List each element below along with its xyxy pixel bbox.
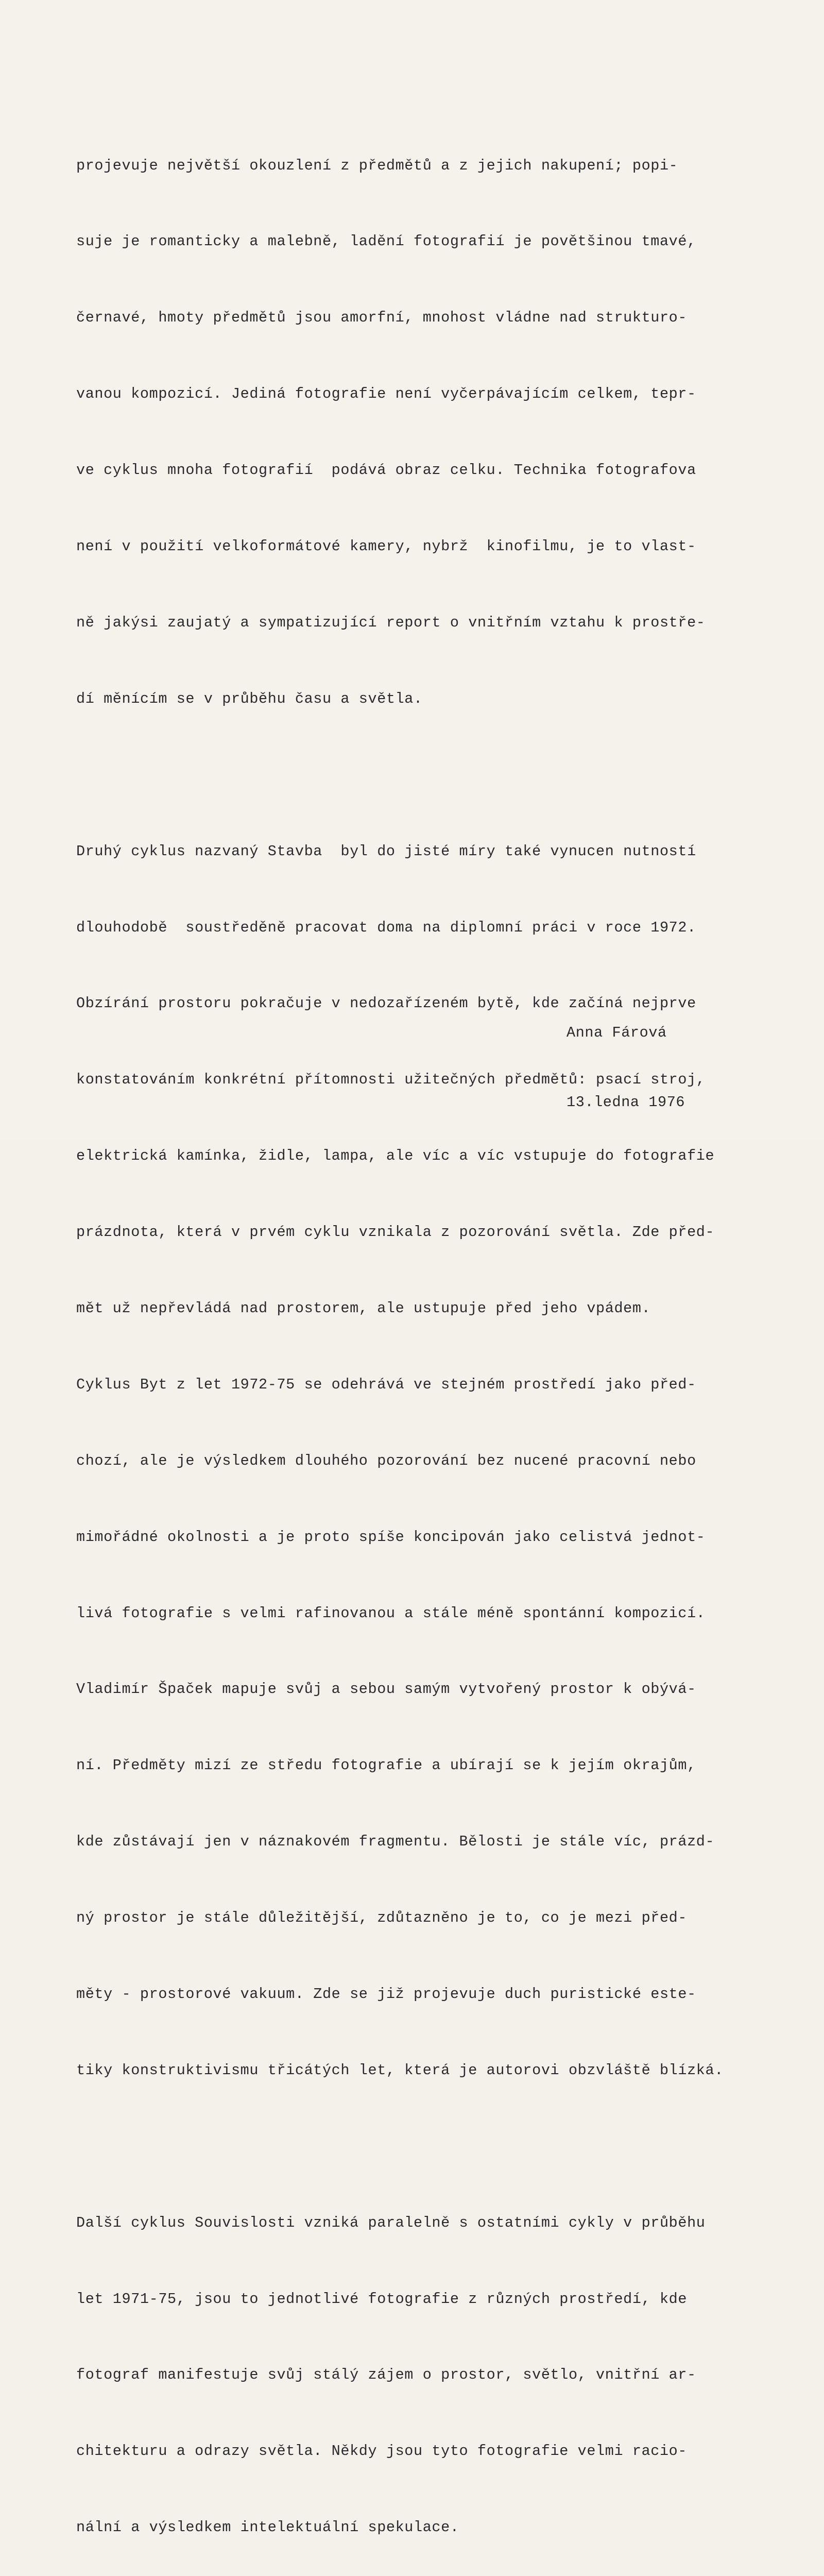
paragraph-gap: [76, 2134, 797, 2159]
text-line: černavé, hmoty předmětů jsou amorfní, mnohost vládne nad strukturo-: [76, 309, 688, 327]
text-line: Obzírání prostoru pokračuje v nedozařízeném bytě, kde začíná nejprve: [76, 995, 696, 1012]
body-text: [76, 102, 797, 2576]
paragraph-gap: [76, 762, 797, 788]
text-line: elektrická kamínka, židle, lampa, ale víc a víc vstupuje do fotografie: [76, 1147, 715, 1165]
text-line: měty - prostorové vakuum. Zde se již projevuje duch puristické este-: [76, 1985, 696, 2003]
text-line: kde zůstávají jen v náznakovém fragmentu. Bělosti je stále víc, prázd-: [76, 1833, 715, 1851]
text-line: chitekturu a odrazy světla. Někdy jsou tyto fotografie velmi racio-: [76, 2443, 688, 2460]
text-line: ně jakýsi zaujatý a sympatizující report o vnitřním vztahu k prostře-: [76, 614, 706, 631]
text-line: vanou kompozicí. Jediná fotografie není vyčerpávajícím celkem, tepr-: [76, 385, 696, 403]
text-line: suje je romanticky a malebně, ladění fotografií je povětšinou tmavé,: [76, 233, 696, 250]
text-line: let 1971-75, jsou to jednotlivé fotografie z různých prostředí, kde: [76, 2290, 688, 2308]
text-line: mět už nepřevládá nad prostorem, ale ustupuje před jeho vpádem.: [76, 1299, 651, 1317]
text-line: mimořádné okolnosti a je proto spíše koncipován jako celistvá jednot-: [76, 1528, 706, 1546]
text-line: dlouhodobě soustředěně pracovat doma na diplomní práci v roce 1972.: [76, 919, 696, 936]
text-line: ve cyklus mnoha fotografií podává obraz celku. Technika fotografova: [76, 462, 696, 479]
signature-block: [566, 975, 685, 1160]
text-line: projevuje největší okouzlení z předmětů a z jejich nakupení; popi-: [76, 157, 678, 174]
text-line: chozí, ale je výsledkem dlouhého pozorování bez nucené pracovní nebo: [76, 1452, 696, 1469]
text-line: tiky konstruktivismu třicátých let, která je autorovi obzvláště blízká.: [76, 2061, 724, 2079]
text-line: Vladimír Špaček mapuje svůj a sebou samým vytvořený prostor k obývá-: [76, 1681, 696, 1698]
author-name: Anna Fárová: [566, 1024, 667, 1041]
signature-date: 13.ledna 1976: [566, 1094, 685, 1111]
text-line: konstatováním konkrétní přítomnosti užitečných předmětů: psací stroj,: [76, 1071, 706, 1089]
text-line: fotograf manifestuje svůj stálý zájem o prostor, světlo, vnitřní ar-: [76, 2366, 696, 2384]
text-line: prázdnota, která v prvém cyklu vznikala z pozorování světla. Zde před-: [76, 1224, 715, 1241]
text-line: Druhý cyklus nazvaný Stavba byl do jisté míry také vynucen nutností: [76, 842, 696, 860]
text-line: ní. Předměty mizí ze středu fotografie a ubírají se k jejím okrajům,: [76, 1757, 696, 1774]
text-line: Cyklus Byt z let 1972-75 se odehrává ve stejném prostředí jako před-: [76, 1376, 696, 1393]
text-line: Další cyklus Souvislosti vzniká paralelně s ostatními cykly v průběhu: [76, 2214, 706, 2231]
text-line: nální a výsledkem intelektuální spekulace.: [76, 2519, 459, 2536]
text-line: livá fotografie s velmi rafinovanou a stále méně spontánní kompozicí.: [76, 1604, 706, 1622]
text-line: dí měnícím se v průběhu času a světla.: [76, 690, 423, 707]
text-line: není v použití velkoformátové kamery, nybrž kinofilmu, je to vlast-: [76, 538, 696, 555]
text-line: ný prostor je stále důležitější, zdůtazněno je to, co je mezi před-: [76, 1909, 688, 1927]
